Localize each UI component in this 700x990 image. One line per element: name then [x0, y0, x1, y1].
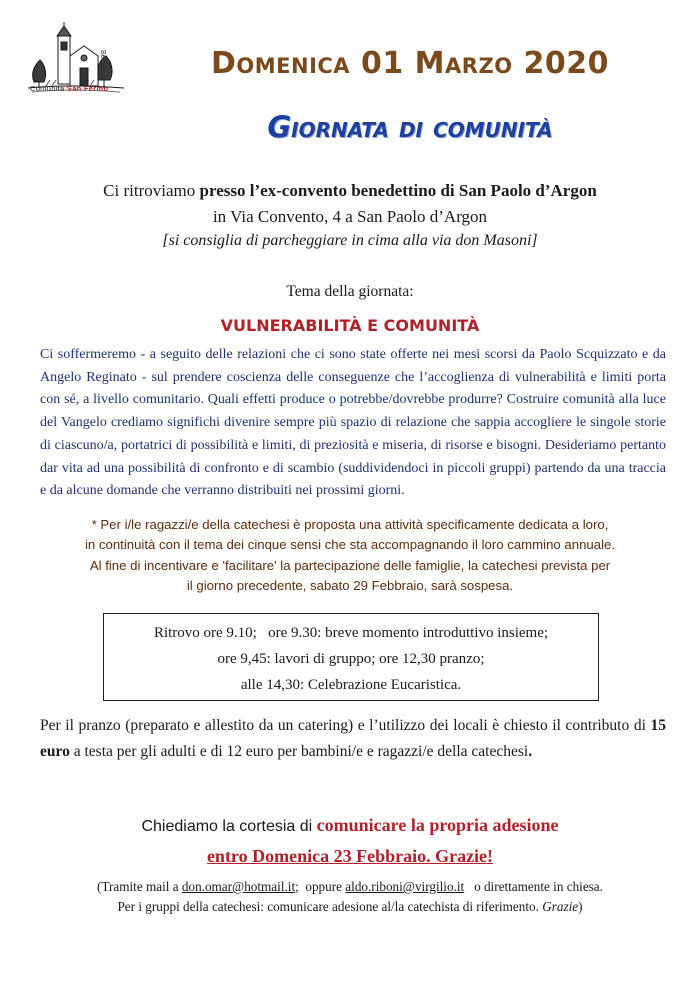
- schedule-line-3: alle 14,30: Celebrazione Eucaristica.: [240, 677, 462, 693]
- logo-caption-name: San Fermo: [66, 84, 109, 93]
- lunch-text-1: Per il pranzo (preparato e allestito da un catering) e l’utilizzo dei locali è chiesto il contributo di: [40, 717, 651, 734]
- email-link-aldo[interactable]: aldo.riboni@virgilio.it: [345, 879, 465, 894]
- rsvp-request: [0, 815, 700, 836]
- contact-post: o direttamente in chiesa.: [464, 879, 603, 894]
- location-intro: Ci ritroviamo: [103, 181, 200, 200]
- contact-line-2: [0, 897, 700, 917]
- note-line-3: Al fine di incentivare e 'facilitare' la partecipazione delle famiglie, la catechesi prevista per: [89, 557, 611, 573]
- location-line-1: [0, 181, 700, 201]
- schedule-line-2: ore 9,45: lavori di gruppo; ore 12,30 pranzo;: [217, 651, 485, 667]
- note-line-2: in continuità con il tema dei cinque sensi che sta accompagnando il loro cammino annuale.: [84, 537, 615, 553]
- contact-catechesis: Per i gruppi della catechesi: comunicare adesione al/la catechista di riferimento.: [117, 899, 543, 914]
- rsvp-emphasis: comunicare la propria adesione: [316, 815, 559, 835]
- location-venue: presso l’ex-convento benedettino di San Paolo d’Argon: [199, 181, 597, 200]
- schedule-box: [103, 613, 599, 701]
- lunch-text-2: a testa per gli adulti e di 12 euro per bambini/e e ragazzi/e della catechesi: [69, 742, 529, 760]
- contact-line-1: [0, 877, 700, 897]
- lunch-amount: 15 euro: [40, 717, 666, 760]
- contact-thanks: Grazie: [542, 899, 579, 914]
- schedule-line-1: Ritrovo ore 9.10; ore 9.30: breve momento introduttivo insieme;: [153, 625, 549, 641]
- theme-intro: Tema della giornata:: [286, 283, 414, 300]
- contact-mid: ; oppure: [295, 879, 346, 894]
- logo-caption-prefix: Comunità: [30, 84, 65, 93]
- location-address: in Via Convento, 4 a San Paolo d’Argon: [212, 207, 488, 226]
- event-date: Domenica 01 Marzo 2020: [211, 46, 609, 81]
- rsvp-intro: Chiediamo la cortesia di: [141, 818, 317, 835]
- lunch-info: [40, 713, 666, 764]
- lunch-end: .: [528, 742, 533, 760]
- logo-vertical-text: Bergamo: [99, 50, 106, 79]
- contact-info: [0, 877, 700, 917]
- event-title: Giornata di comunità: [267, 110, 553, 144]
- contact-pre: (Tramite mail a: [97, 879, 182, 894]
- email-link-omar[interactable]: don.omar@hotmail.it: [181, 879, 296, 894]
- note-line-4: il giorno precedente, sabato 29 Febbraio, sarà sospesa.: [186, 577, 514, 593]
- rsvp-deadline: entro Domenica 23 Febbraio. Grazie!: [206, 846, 494, 866]
- catechesis-note: [20, 515, 680, 596]
- parking-note: [si consiglia di parcheggiare in cima alla via don Masoni]: [162, 232, 538, 249]
- contact-end: ): [578, 899, 583, 914]
- theme-title: VULNERABILITÀ E COMUNITÀ: [220, 316, 480, 335]
- logo-caption: [30, 84, 108, 93]
- note-line-1: * Per i/le ragazzi/e della catechesi è proposta una attività specificamente dedicata a loro,: [91, 517, 609, 532]
- theme-description: Ci soffermeremo - a seguito delle relazioni che ci sono state offerte nei mesi scorsi da Paolo Scquizzato e da Angelo Reginato - sul prendere coscienza delle conseguenze che l’accoglienza di vulnerabilità e limiti porta con sé, a livello comunitario. Quali effetti produce o potrebbe/dovrebbe produrre? Costruire comunità alla luce del Vangelo crediamo significhi divenire sempre più spazio di relazione che sappia accogliere le singole storie di ciascuno/a, portatrici di possibilità e limiti, di preziosità e miseria, di risorse e bisogni. Desideriamo pertanto dar vita ad una possibilità di confronto e di scambio (suddividendoci in piccoli gruppi) partendo da una traccia e da alcune domande che verranno distribuiti nei prossimi giorni.: [40, 347, 666, 499]
